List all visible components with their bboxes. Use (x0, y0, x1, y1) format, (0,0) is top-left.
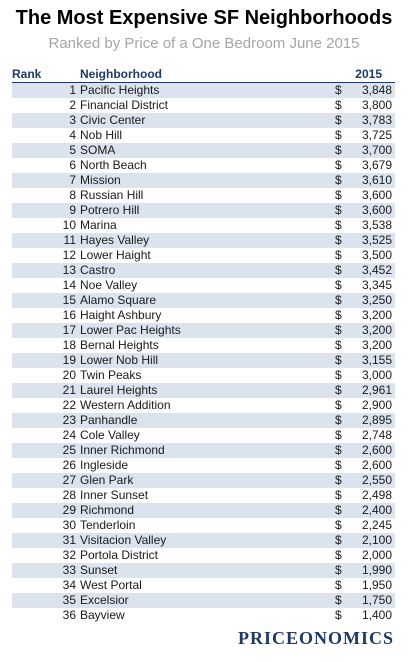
currency-cell: $ (335, 173, 342, 187)
currency-cell: $ (335, 533, 342, 547)
column-header-year: 2015 (355, 67, 382, 81)
price-cell: 3,783 (361, 113, 392, 127)
currency-cell: $ (335, 368, 342, 382)
price-cell: 2,748 (361, 428, 392, 442)
currency-cell: $ (335, 443, 342, 457)
price-cell: 2,100 (361, 533, 392, 547)
table-row (12, 488, 395, 503)
currency-cell: $ (335, 143, 342, 157)
price-cell: 3,800 (361, 98, 392, 112)
rank-cell: 18 (62, 338, 76, 352)
neighborhood-cell: Pacific Heights (80, 83, 160, 97)
table-row (12, 128, 395, 143)
table-header-row (12, 67, 395, 83)
price-cell: 3,200 (361, 338, 392, 352)
rank-cell: 1 (69, 83, 76, 97)
table-row (12, 593, 395, 608)
neighborhood-cell: Civic Center (80, 113, 146, 127)
rank-cell: 33 (62, 563, 76, 577)
table-row (12, 263, 395, 278)
neighborhood-cell: Laurel Heights (80, 383, 158, 397)
rank-cell: 35 (62, 593, 76, 607)
currency-cell: $ (335, 83, 342, 97)
currency-cell: $ (335, 263, 342, 277)
rank-cell: 28 (62, 488, 76, 502)
price-cell: 3,345 (361, 278, 392, 292)
price-cell: 3,000 (361, 368, 392, 382)
currency-cell: $ (335, 563, 342, 577)
rank-cell: 30 (62, 518, 76, 532)
table-body (12, 83, 395, 623)
price-cell: 3,200 (361, 308, 392, 322)
currency-cell: $ (335, 488, 342, 502)
price-cell: 2,000 (361, 548, 392, 562)
rank-cell: 21 (62, 383, 76, 397)
table-row (12, 548, 395, 563)
neighborhood-cell: Alamo Square (80, 293, 157, 307)
table-row (12, 368, 395, 383)
table-row (12, 98, 395, 113)
rank-cell: 16 (62, 308, 76, 322)
rank-cell: 11 (63, 233, 76, 247)
table-row (12, 458, 395, 473)
neighborhood-cell: Lower Haight (80, 248, 151, 262)
table-row (12, 83, 395, 98)
neighborhood-cell: Visitacion Valley (80, 533, 167, 547)
currency-cell: $ (335, 158, 342, 172)
rank-cell: 20 (62, 368, 76, 382)
rank-cell: 27 (62, 473, 76, 487)
price-cell: 3,725 (361, 128, 392, 142)
currency-cell: $ (335, 128, 342, 142)
price-cell: 1,400 (361, 608, 392, 622)
neighborhood-cell: Twin Peaks (80, 368, 142, 382)
neighborhood-cell: Castro (80, 263, 116, 277)
currency-cell: $ (335, 278, 342, 292)
neighborhood-cell: Financial District (80, 98, 169, 112)
table-row (12, 578, 395, 593)
table-row (12, 233, 395, 248)
currency-cell: $ (335, 293, 342, 307)
currency-cell: $ (335, 578, 342, 592)
rank-cell: 7 (69, 173, 76, 187)
neighborhood-cell: Richmond (80, 503, 135, 517)
price-cell: 2,550 (361, 473, 392, 487)
price-cell: 2,400 (361, 503, 392, 517)
currency-cell: $ (335, 398, 342, 412)
currency-cell: $ (335, 323, 342, 337)
currency-cell: $ (335, 503, 342, 517)
table-row (12, 443, 395, 458)
price-cell: 2,600 (361, 443, 392, 457)
price-cell: 2,895 (361, 413, 392, 427)
neighborhood-cell: Inner Sunset (80, 488, 149, 502)
page-subtitle: Ranked by Price of a One Bedroom June 2015 (48, 35, 360, 52)
rank-cell: 5 (69, 143, 76, 157)
neighborhood-cell: Haight Ashbury (80, 308, 162, 322)
rank-cell: 23 (62, 413, 76, 427)
priceonomics-logo: PRICEONOMICS (237, 628, 394, 648)
neighborhood-cell: Lower Pac Heights (80, 323, 181, 337)
neighborhood-cell: West Portal (80, 578, 142, 592)
currency-cell: $ (335, 458, 342, 472)
rank-cell: 4 (69, 128, 76, 142)
rank-cell: 36 (62, 608, 76, 622)
rank-cell: 17 (62, 323, 76, 337)
currency-cell: $ (335, 518, 342, 532)
neighborhood-cell: North Beach (80, 158, 147, 172)
neighborhood-cell: Lower Nob Hill (80, 353, 159, 367)
table-row (12, 608, 395, 623)
table-row (12, 563, 395, 578)
price-cell: 1,950 (361, 578, 392, 592)
table-row (12, 158, 395, 173)
neighborhood-cell: Potrero Hill (80, 203, 140, 217)
currency-cell: $ (335, 113, 342, 127)
price-cell: 2,961 (361, 383, 392, 397)
neighborhood-cell: Panhandle (80, 413, 138, 427)
neighborhood-cell: Hayes Valley (80, 233, 150, 247)
table-row (12, 308, 395, 323)
currency-cell: $ (335, 203, 342, 217)
price-cell: 3,538 (361, 218, 392, 232)
rank-cell: 6 (69, 158, 76, 172)
rank-cell: 2 (69, 98, 76, 112)
table-row (12, 428, 395, 443)
table-row (12, 383, 395, 398)
rank-cell: 12 (62, 248, 76, 262)
neighborhood-cell: Ingleside (80, 458, 129, 472)
table-row (12, 503, 395, 518)
price-cell: 2,498 (361, 488, 392, 502)
currency-cell: $ (335, 338, 342, 352)
rank-cell: 32 (62, 548, 76, 562)
neighborhood-cell: Noe Valley (80, 278, 138, 292)
currency-cell: $ (335, 548, 342, 562)
neighborhood-cell: Bayview (80, 608, 125, 622)
currency-cell: $ (335, 473, 342, 487)
table-row (12, 323, 395, 338)
table-row (12, 518, 395, 533)
currency-cell: $ (335, 308, 342, 322)
neighborhood-cell: Sunset (80, 563, 118, 577)
rank-cell: 9 (69, 203, 76, 217)
price-cell: 3,610 (361, 173, 392, 187)
neighborhood-cell: Mission (80, 173, 121, 187)
rank-cell: 19 (62, 353, 76, 367)
rank-cell: 10 (62, 218, 76, 232)
neighborhood-cell: Excelsior (80, 593, 129, 607)
column-header-rank: Rank (12, 67, 42, 81)
price-cell: 3,848 (361, 83, 392, 97)
price-cell: 1,750 (361, 593, 392, 607)
currency-cell: $ (335, 383, 342, 397)
currency-cell: $ (335, 353, 342, 367)
table-row (12, 173, 395, 188)
rank-cell: 13 (62, 263, 76, 277)
neighborhood-cell: SOMA (80, 143, 116, 157)
table-row (12, 203, 395, 218)
neighborhood-cell: Cole Valley (80, 428, 140, 442)
neighborhood-cell: Glen Park (80, 473, 134, 487)
rank-cell: 34 (62, 578, 76, 592)
price-cell: 3,200 (361, 323, 392, 337)
table-row (12, 143, 395, 158)
rank-cell: 15 (62, 293, 76, 307)
price-cell: 2,900 (361, 398, 392, 412)
price-cell: 3,250 (361, 293, 392, 307)
currency-cell: $ (335, 413, 342, 427)
page-title: The Most Expensive SF Neighborhoods (15, 7, 393, 29)
table-row (12, 188, 395, 203)
price-cell: 3,700 (361, 143, 392, 157)
neighborhood-cell: Russian Hill (80, 188, 144, 202)
rank-cell: 26 (62, 458, 76, 472)
currency-cell: $ (335, 428, 342, 442)
rank-cell: 25 (62, 443, 76, 457)
table-row (12, 398, 395, 413)
table-row (12, 473, 395, 488)
price-cell: 3,600 (361, 203, 392, 217)
currency-cell: $ (335, 188, 342, 202)
rank-cell: 14 (62, 278, 76, 292)
price-cell: 2,600 (361, 458, 392, 472)
currency-cell: $ (335, 608, 342, 622)
neighborhood-cell: Inner Richmond (80, 443, 165, 457)
price-cell: 3,500 (361, 248, 392, 262)
table-row (12, 113, 395, 128)
neighborhood-cell: Portola District (80, 548, 159, 562)
price-cell: 3,155 (361, 353, 392, 367)
rank-cell: 31 (62, 533, 76, 547)
price-cell: 1,990 (361, 563, 392, 577)
rank-cell: 8 (69, 188, 76, 202)
price-cell: 2,245 (361, 518, 392, 532)
rank-cell: 3 (69, 113, 76, 127)
currency-cell: $ (335, 98, 342, 112)
column-header-neighborhood: Neighborhood (80, 67, 162, 81)
table-row (12, 533, 395, 548)
table-row (12, 278, 395, 293)
price-cell: 3,679 (361, 158, 392, 172)
table-row (12, 293, 395, 308)
currency-cell: $ (335, 248, 342, 262)
price-cell: 3,452 (361, 263, 392, 277)
rank-cell: 24 (62, 428, 76, 442)
price-table (12, 67, 395, 623)
neighborhood-cell: Tenderloin (80, 518, 136, 532)
table-row (12, 338, 395, 353)
table-row (12, 248, 395, 263)
price-cell: 3,525 (361, 233, 392, 247)
rank-cell: 22 (62, 398, 76, 412)
currency-cell: $ (335, 233, 342, 247)
neighborhood-cell: Bernal Heights (80, 338, 159, 352)
table-row (12, 353, 395, 368)
rank-cell: 29 (62, 503, 76, 517)
table-row (12, 413, 395, 428)
currency-cell: $ (335, 593, 342, 607)
table-row (12, 218, 395, 233)
currency-cell: $ (335, 218, 342, 232)
neighborhood-cell: Marina (80, 218, 117, 232)
neighborhood-cell: Western Addition (80, 398, 171, 412)
neighborhood-cell: Nob Hill (80, 128, 123, 142)
price-cell: 3,600 (361, 188, 392, 202)
